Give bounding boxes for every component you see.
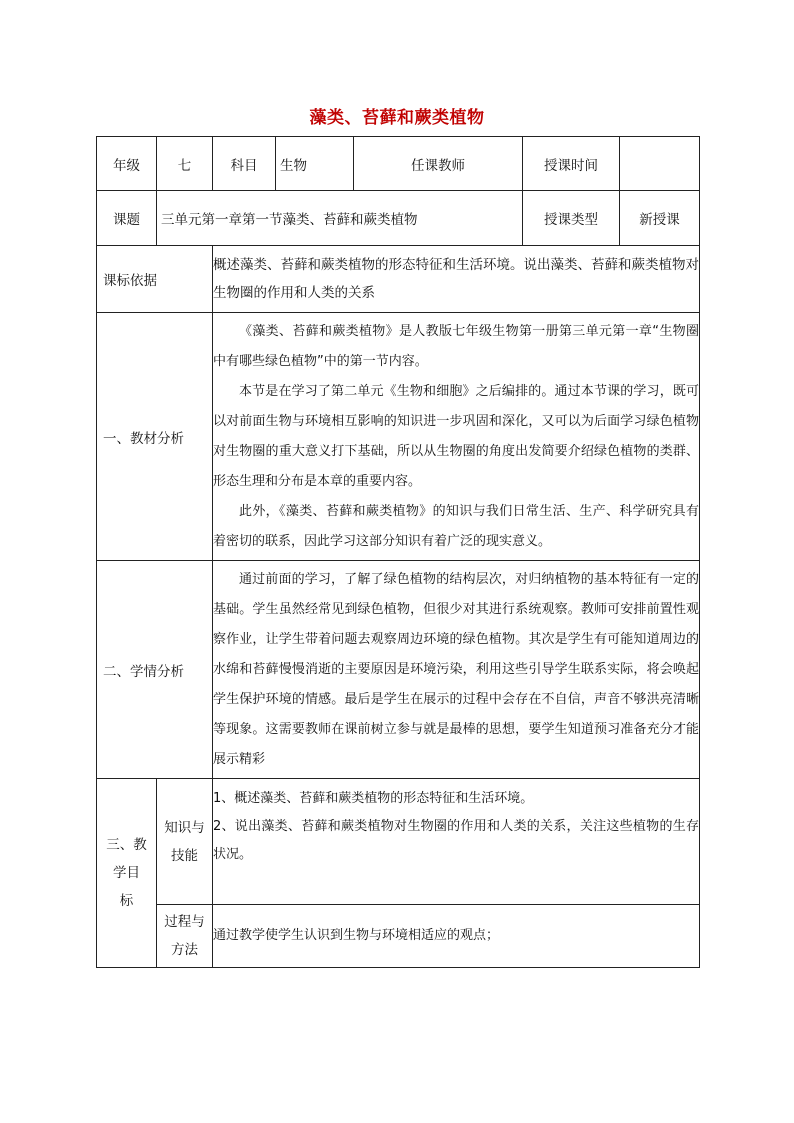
grade-label: 年级 bbox=[97, 137, 157, 191]
knowledge-skills-text bbox=[213, 779, 700, 905]
knowledge-skills-label-line: 技能 bbox=[171, 847, 198, 864]
objectives-label-line: 三、教 bbox=[106, 837, 147, 853]
textbook-analysis-paragraph: 此外，《藻类、苔藓和蕨类植物》的知识与我们日常生活、生产、科学研究具有着密切的联系，因此学习这部分知识有着广泛的现实意义。 bbox=[213, 503, 699, 549]
time-value bbox=[620, 137, 700, 191]
knowledge-skills-label-line: 知识与 bbox=[164, 819, 205, 836]
time-label: 授课时间 bbox=[523, 137, 620, 191]
topic-value: 三单元第一章第一节藻类、苔藓和蕨类植物 bbox=[157, 191, 523, 246]
learner-analysis-text bbox=[213, 561, 700, 779]
objective-item: 2、说出藻类、苔藓和蕨类植物对生物圈的作用和人类的关系，关注这些植物的生存状况。 bbox=[213, 819, 699, 862]
subject-value: 生物 bbox=[276, 137, 354, 191]
standards-label: 课标依据 bbox=[97, 246, 213, 313]
document-title: 藻类、苔藓和蕨类植物 bbox=[309, 108, 485, 128]
info-row bbox=[97, 137, 700, 191]
textbook-analysis-label: 一、教材分析 bbox=[97, 313, 213, 561]
lesson-plan-table bbox=[96, 136, 700, 968]
textbook-analysis-text bbox=[213, 313, 700, 561]
knowledge-skills-label bbox=[157, 779, 213, 905]
process-methods-label bbox=[157, 905, 213, 968]
standards-row bbox=[97, 246, 700, 313]
standards-text: 概述藻类、苔藓和蕨类植物的形态特征和生活环境。说出藻类、苔藓和蕨类植物对生物圈的作用和人类的关系 bbox=[213, 246, 700, 313]
learner-analysis-paragraph: 通过前面的学习，了解了绿色植物的结构层次，对归纳植物的基本特征有一定的基础。学生虽然经常见到绿色植物，但很少对其进行系统观察。教师可安排前置性观察作业，让学生带着问题去观察周边环境的绿色植物。其次是学生有可能知道周边的水绵和苔藓慢慢消逝的主要原因是环境污染，利用这些引导学生联系实际，将会唤起学生保护环境的情感。最后是学生在展示的过程中会存在不自信，声音不够洪亮清晰等现象。这需要教师在课前树立参与就是最棒的思想，要学生知道预习准备充分才能展示精彩 bbox=[213, 571, 699, 767]
learner-analysis-label: 二、学情分析 bbox=[97, 561, 213, 779]
textbook-analysis-paragraph: 《藻类、苔藓和蕨类植物》是人教版七年级生物第一册第三单元第一章“生物圈中有哪些绿色植物”中的第一节内容。 bbox=[213, 323, 699, 369]
objectives-label-line: 学目 bbox=[113, 865, 140, 881]
process-methods-text: 通过教学使学生认识到生物与环境相适应的观点； bbox=[213, 905, 700, 968]
teacher-label: 任课教师 bbox=[354, 137, 523, 191]
process-methods-label-line: 方法 bbox=[171, 942, 198, 958]
objectives-row-knowledge bbox=[97, 779, 700, 905]
textbook-analysis-row bbox=[97, 313, 700, 561]
objectives-label bbox=[97, 779, 157, 968]
objective-item: 1、概述藻类、苔藓和蕨类植物的形态特征和生活环境。 bbox=[213, 791, 534, 806]
lesson-type-label: 授课类型 bbox=[523, 191, 620, 246]
topic-label: 课题 bbox=[97, 191, 157, 246]
topic-row bbox=[97, 191, 700, 246]
lesson-type-value: 新授课 bbox=[620, 191, 700, 246]
process-methods-label-line: 过程与 bbox=[164, 914, 205, 930]
grade-value: 七 bbox=[157, 137, 213, 191]
objectives-row-process bbox=[97, 905, 700, 968]
subject-label: 科目 bbox=[213, 137, 276, 191]
learner-analysis-row bbox=[97, 561, 700, 779]
objectives-label-line: 标 bbox=[119, 893, 134, 909]
textbook-analysis-paragraph: 本节是在学习了第二单元《生物和细胞》之后编排的。通过本节课的学习，既可以对前面生物与环境相互影响的知识进一步巩固和深化，又可以为后面学习绿色植物对生物圈的重大意义打下基础，所以从生物圈的角度出发简要介绍绿色植物的类群、形态生理和分布是本章的重要内容。 bbox=[213, 383, 699, 489]
